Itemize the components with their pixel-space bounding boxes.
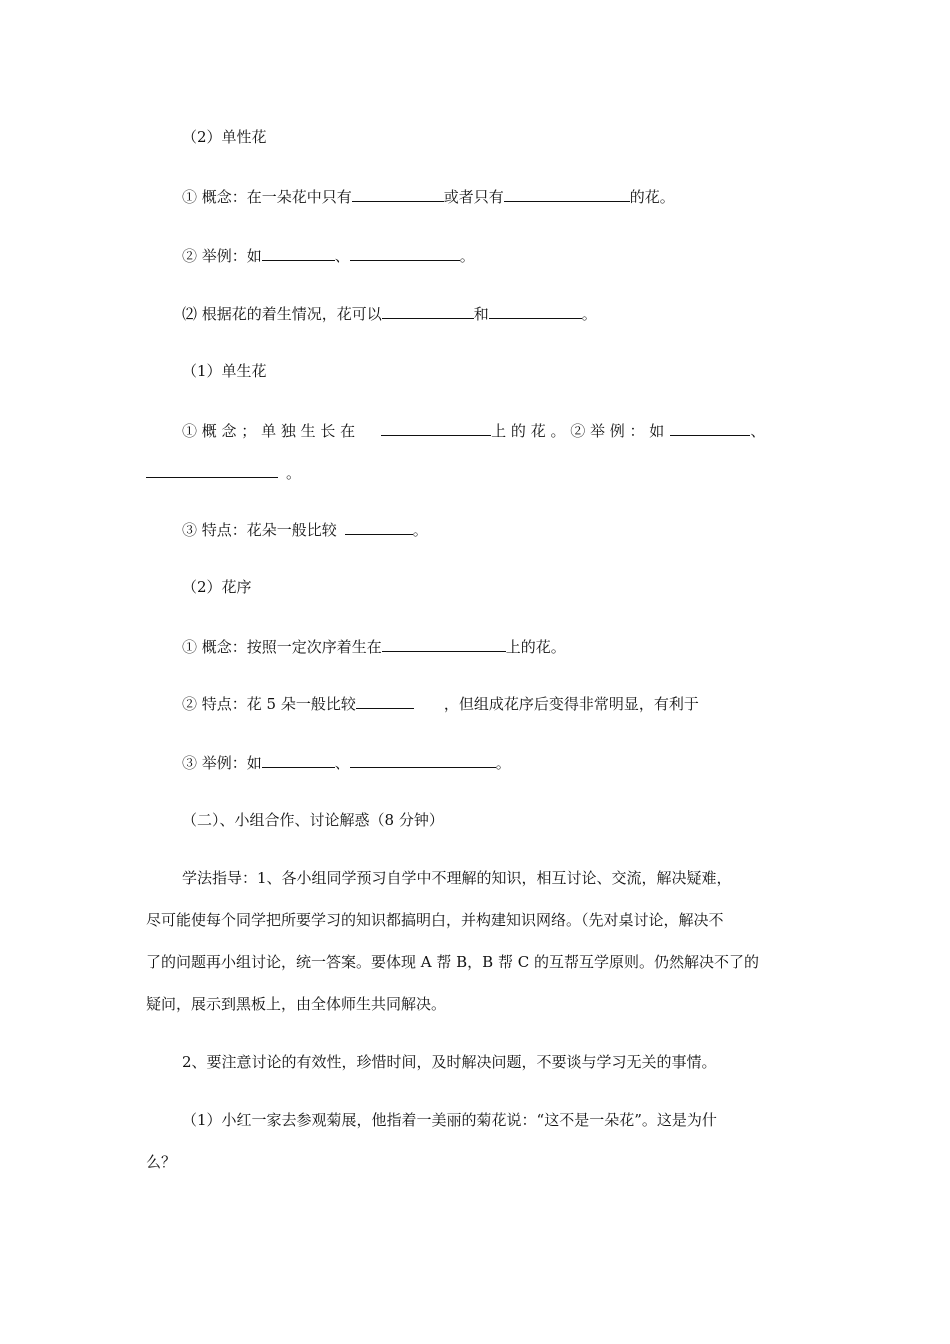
example-line <box>182 245 475 266</box>
text: ② 特点：花 5 朵一般比较 <box>182 695 356 713</box>
text: 上 的 花 。 ② 举 例 ： 如 <box>491 422 665 440</box>
text: ，但组成花序后变得非常明显，有利于 <box>443 695 699 713</box>
section-heading-group-discussion: （二）、小组合作、讨论解惑（8 分钟） <box>182 811 444 829</box>
fill-blank[interactable] <box>356 693 414 709</box>
inflorescence-example-line <box>182 752 511 773</box>
paragraph-line: 2、要注意讨论的有效性，珍惜时间，及时解决问题，不要谈与学习无关的事情。 <box>182 1053 717 1071</box>
inflorescence-concept-line <box>182 636 566 657</box>
solitary-concept-line <box>182 420 765 441</box>
heading-unisexual-flower: （2）单性花 <box>182 128 267 146</box>
text: 。 <box>286 464 302 482</box>
text: ② 举例：如 <box>182 247 262 265</box>
text: ③ 举例：如 <box>182 754 262 772</box>
fill-blank[interactable] <box>381 420 491 436</box>
heading-inflorescence: （2）花序 <box>182 578 252 596</box>
paragraph-line: 疑问，展示到黑板上，由全体师生共同解决。 <box>146 995 447 1013</box>
fill-blank[interactable] <box>262 752 335 768</box>
text: ③ 特点：花朵一般比较 <box>182 521 337 539</box>
question-line: 么？ <box>146 1153 177 1171</box>
heading-solitary-flower: （1）单生花 <box>182 362 267 380</box>
text: 、 <box>750 422 766 440</box>
fill-blank[interactable] <box>345 519 413 535</box>
fill-blank[interactable] <box>350 752 496 768</box>
fill-blank[interactable] <box>352 186 444 202</box>
text: 。 <box>581 305 597 323</box>
text: 或者只有 <box>443 188 504 206</box>
fill-blank[interactable] <box>670 420 750 436</box>
text: ① 概念：在一朵花中只有 <box>182 188 352 206</box>
text: 和 <box>473 305 489 323</box>
fill-blank[interactable] <box>262 245 335 261</box>
text: ① 概念：按照一定次序着生在 <box>182 638 382 656</box>
paragraph-line: 了的问题再小组讨论，统一答案。要体现 A 帮 B，B 帮 C 的互帮互学原则。仍然解决不了的 <box>146 953 759 971</box>
paragraph-line: 学法指导：1、各小组同学预习自学中不理解的知识，相互讨论、交流，解决疑难， <box>182 869 732 887</box>
fill-blank[interactable] <box>504 186 630 202</box>
text: 上的花。 <box>505 638 566 656</box>
fill-blank[interactable] <box>489 303 582 319</box>
text: 、 <box>334 247 350 265</box>
fill-blank[interactable] <box>382 303 474 319</box>
flower-arrangement-line <box>182 303 597 324</box>
text: 。 <box>412 521 428 539</box>
text: 、 <box>334 754 350 772</box>
text: ① 概 念 ； 单 独 生 长 在 <box>182 422 356 440</box>
text: 的花。 <box>629 188 675 206</box>
fill-blank[interactable] <box>382 636 506 652</box>
fill-blank[interactable] <box>146 462 278 478</box>
question-line: （1）小红一家去参观菊展，他指着一美丽的菊花说：“这不是一朵花”。这是为什 <box>182 1111 717 1129</box>
inflorescence-feature-line <box>182 693 699 714</box>
text: 。 <box>495 754 511 772</box>
concept-line <box>182 186 675 207</box>
paragraph-line: 尽可能使每个同学把所要学习的知识都搞明白，并构建知识网络。（先对桌讨论，解决不 <box>146 911 724 929</box>
solitary-feature-line <box>182 519 428 540</box>
text: 。 <box>459 247 475 265</box>
solitary-example-continued <box>146 462 301 483</box>
text: ⑵ 根据花的着生情况，花可以 <box>182 305 382 323</box>
fill-blank[interactable] <box>350 245 460 261</box>
